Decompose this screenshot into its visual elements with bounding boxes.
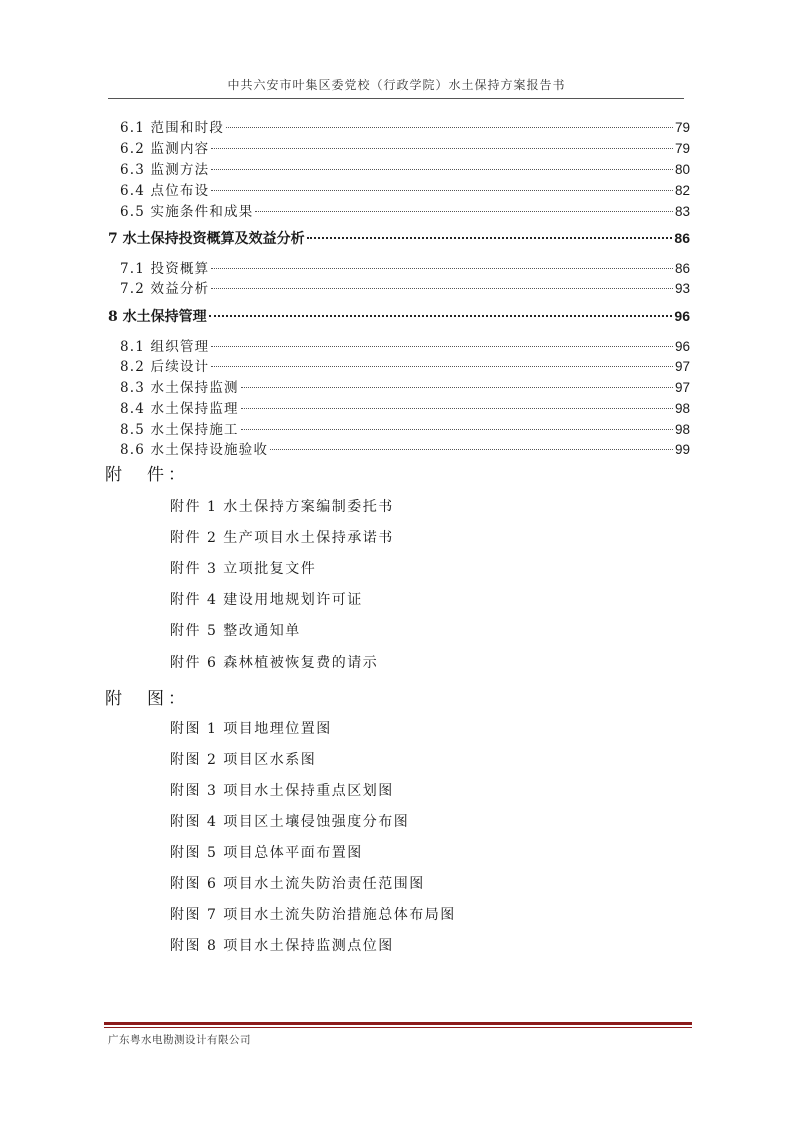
toc-leader-dots <box>209 315 673 317</box>
attachment-item: 附件 2 生产项目水土保持承诺书 <box>170 530 394 546</box>
toc-entry-label: 6.1 范围和时段 <box>120 120 225 136</box>
toc-entry[interactable] <box>120 376 690 396</box>
toc-entry[interactable] <box>120 179 690 199</box>
toc-entry[interactable] <box>120 438 690 458</box>
footer-company: 广东粤水电勘测设计有限公司 <box>108 1034 251 1046</box>
toc-entry-page: 79 <box>674 120 690 135</box>
toc-leader-dots <box>270 449 673 450</box>
figure-item: 附图 1 项目地理位置图 <box>170 721 332 737</box>
toc-entry-label: 7 水土保持投资概算及效益分析 <box>108 231 305 247</box>
attachment-item: 附件 4 建设用地规划许可证 <box>170 592 363 608</box>
toc-leader-dots <box>211 366 673 367</box>
toc-entry-page: 99 <box>674 442 690 457</box>
header-rule <box>108 98 684 99</box>
toc-entry[interactable] <box>120 200 690 220</box>
toc-entry-page: 98 <box>674 422 690 437</box>
toc-leader-dots <box>211 346 673 347</box>
attachment-item: 附件 3 立项批复文件 <box>170 561 317 577</box>
toc-chapter-entry[interactable] <box>108 306 690 326</box>
toc-entry-label: 8.4 水土保持监理 <box>120 401 239 417</box>
toc-entry-page: 82 <box>674 183 690 198</box>
toc-entry-label: 7.2 效益分析 <box>120 281 210 297</box>
toc-entry-page: 97 <box>674 359 690 374</box>
toc-entry-label: 8.3 水土保持监测 <box>120 380 239 396</box>
toc-leader-dots <box>241 387 673 388</box>
figures-heading: 附 图： <box>105 689 189 709</box>
figure-item: 附图 2 项目区水系图 <box>170 752 317 768</box>
toc-entry-label: 6.2 监测内容 <box>120 141 210 157</box>
toc-entry-page: 79 <box>674 141 690 156</box>
toc-entry-label: 6.5 实施条件和成果 <box>120 204 254 220</box>
toc-entry-label: 8.1 组织管理 <box>120 339 210 355</box>
toc-leader-dots <box>255 211 673 212</box>
toc-entry[interactable] <box>120 335 690 355</box>
toc-leader-dots <box>226 127 673 128</box>
toc-entry[interactable] <box>120 277 690 297</box>
toc-entry-page: 86 <box>674 230 690 246</box>
toc-entry[interactable] <box>120 355 690 375</box>
toc-leader-dots <box>211 169 673 170</box>
attachment-item: 附件 1 水土保持方案编制委托书 <box>170 499 394 515</box>
toc-entry-label: 6.4 点位布设 <box>120 183 210 199</box>
figure-item: 附图 5 项目总体平面布置图 <box>170 845 363 861</box>
toc-entry-page: 83 <box>674 204 690 219</box>
toc-entry-label: 8 水土保持管理 <box>108 309 207 325</box>
toc-entry[interactable] <box>120 137 690 157</box>
toc-leader-dots <box>211 268 673 269</box>
toc-entry-label: 8.6 水土保持设施验收 <box>120 442 269 458</box>
attachments-heading: 附 件： <box>105 465 189 485</box>
toc-entry-page: 98 <box>674 401 690 416</box>
toc-entry-page: 86 <box>674 261 690 276</box>
attachment-item: 附件 6 森林植被恢复费的请示 <box>170 655 379 671</box>
toc-entry-page: 96 <box>674 339 690 354</box>
toc-leader-dots <box>307 237 673 239</box>
toc-entry-label: 6.3 监测方法 <box>120 162 210 178</box>
figure-item: 附图 3 项目水土保持重点区划图 <box>170 783 394 799</box>
toc-entry[interactable] <box>120 257 690 277</box>
toc-entry[interactable] <box>120 397 690 417</box>
toc-leader-dots <box>241 429 673 430</box>
figure-item: 附图 4 项目区土壤侵蚀强度分布图 <box>170 814 410 830</box>
toc-leader-dots <box>211 148 673 149</box>
toc-entry-page: 96 <box>674 308 690 324</box>
header-title: 中共六安市叶集区委党校（行政学院）水土保持方案报告书 <box>227 78 566 92</box>
attachment-item: 附件 5 整改通知单 <box>170 623 301 639</box>
toc-entry-page: 80 <box>674 162 690 177</box>
toc-entry[interactable] <box>120 116 690 136</box>
toc-leader-dots <box>211 190 673 191</box>
toc-entry-label: 8.5 水土保持施工 <box>120 422 239 438</box>
figure-item: 附图 8 项目水土保持监测点位图 <box>170 938 394 954</box>
toc-entry[interactable] <box>120 158 690 178</box>
figure-item: 附图 7 项目水土流失防治措施总体布局图 <box>170 907 456 923</box>
toc-leader-dots <box>241 408 673 409</box>
footer-rule-thick <box>104 1022 692 1025</box>
toc-leader-dots <box>211 288 673 289</box>
toc-chapter-entry[interactable] <box>108 228 690 248</box>
figure-item: 附图 6 项目水土流失防治责任范围图 <box>170 876 425 892</box>
footer-rule-thin <box>104 1027 692 1028</box>
toc-entry-page: 93 <box>674 281 690 296</box>
toc-entry-page: 97 <box>674 380 690 395</box>
toc-entry[interactable] <box>120 418 690 438</box>
toc-entry-label: 7.1 投资概算 <box>120 261 210 277</box>
toc-entry-label: 8.2 后续设计 <box>120 359 210 375</box>
